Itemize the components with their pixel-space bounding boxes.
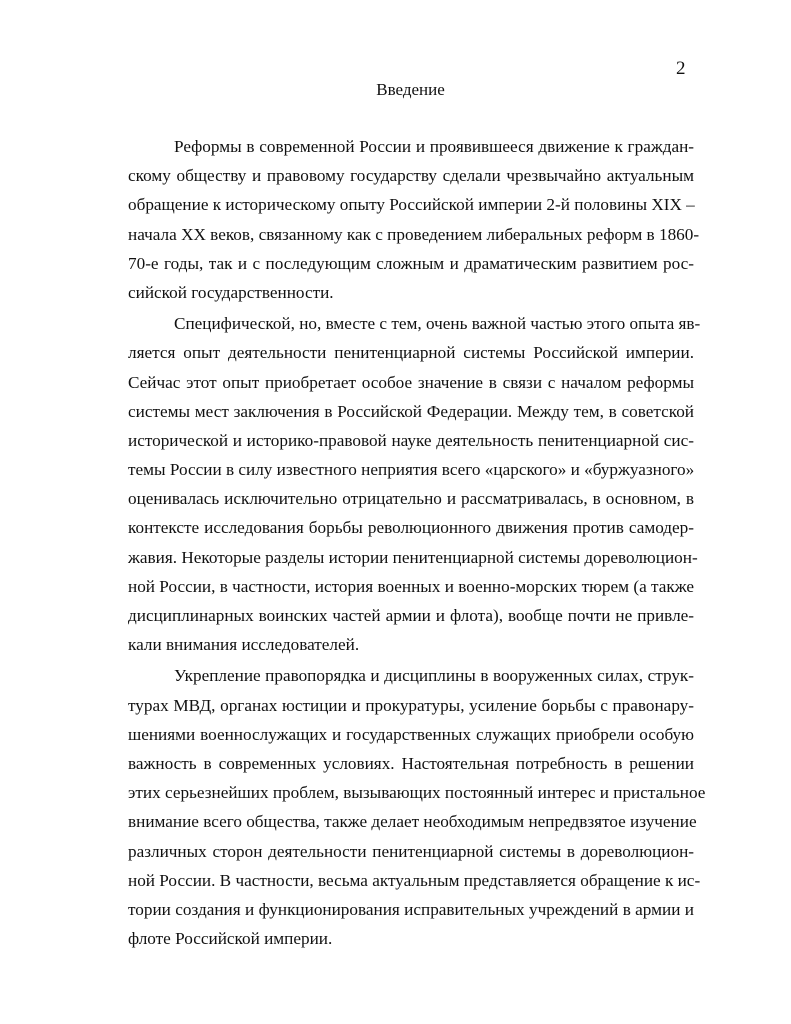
- text-line: важность в современных условиях. Настоятельная потребность в решении: [128, 753, 694, 773]
- paragraph-3: [128, 661, 706, 953]
- text-line: ной России. В частности, весьма актуальным представляется обращение к ис-: [128, 870, 701, 890]
- text-line: дисциплинарных воинских частей армии и флота), вообще почти не привле-: [128, 606, 694, 625]
- page-number: 2: [676, 58, 686, 79]
- paragraph-1: [128, 132, 700, 307]
- text-line: сийской государственности.: [128, 282, 334, 302]
- text-line: шениями военнослужащих и государственных служащих приобрели особую: [128, 724, 694, 744]
- text-line: 70-е годы, так и с последующим сложным и драматическим развитием рос-: [128, 253, 694, 273]
- text-line: исторической и историко-правовой науке деятельность пенитенциарной сис-: [128, 430, 694, 450]
- text-line: турах МВД, органах юстиции и прокуратуры, усиление борьбы с правонару-: [128, 695, 694, 715]
- text-line: тории создания и функционирования исправительных учреждений в армии и: [128, 899, 694, 919]
- text-line: ной России, в частности, история военных и военно-морских тюрем (а также: [128, 576, 694, 596]
- text-line: Реформы в современной России и проявившееся движение к граждан-: [174, 137, 694, 156]
- text-line: темы России в силу известного неприятия всего «царского» и «буржуазного»: [128, 460, 695, 480]
- text-line: Сейчас этот опыт приобретает особое значение в связи с началом реформы: [128, 372, 694, 392]
- body-text: [128, 132, 706, 955]
- paragraph-2: [128, 309, 701, 659]
- text-line: жавия. Некоторые разделы истории пенитенциарной системы дореволюцион-: [128, 547, 698, 567]
- text-line: Специфической, но, вместе с тем, очень важной частью этого опыта яв-: [174, 314, 701, 334]
- text-line: внимание всего общества, также делает необходимым непредвзятое изучение: [128, 812, 697, 832]
- text-line: Укрепление правопорядка и дисциплины в вооруженных силах, струк-: [174, 666, 694, 686]
- section-heading: Введение: [376, 80, 445, 99]
- text-line: системы мест заключения в Российской Федерации. Между тем, в советской: [128, 401, 694, 421]
- text-line: скому обществу и правовому государству сделали чрезвычайно актуальным: [128, 166, 694, 186]
- text-line: начала XX веков, связанному как с проведением либеральных реформ в 1860-: [128, 224, 700, 244]
- text-line: кали внимания исследователей.: [128, 635, 360, 655]
- text-line: флоте Российской империи.: [128, 929, 333, 949]
- text-line: оценивалась исключительно отрицательно и рассматривалась, в основном, в: [128, 489, 694, 509]
- text-line: контексте исследования борьбы революционного движения против самодер-: [128, 518, 694, 538]
- text-line: ляется опыт деятельности пенитенциарной системы Российской империи.: [128, 343, 694, 363]
- text-line: различных сторон деятельности пенитенциарной системы в дореволюцион-: [128, 841, 694, 861]
- text-line: этих серьезнейших проблем, вызывающих постоянный интерес и пристальное: [128, 783, 706, 803]
- text-line: обращение к историческому опыту Российской империи 2-й половины XIX –: [128, 195, 695, 215]
